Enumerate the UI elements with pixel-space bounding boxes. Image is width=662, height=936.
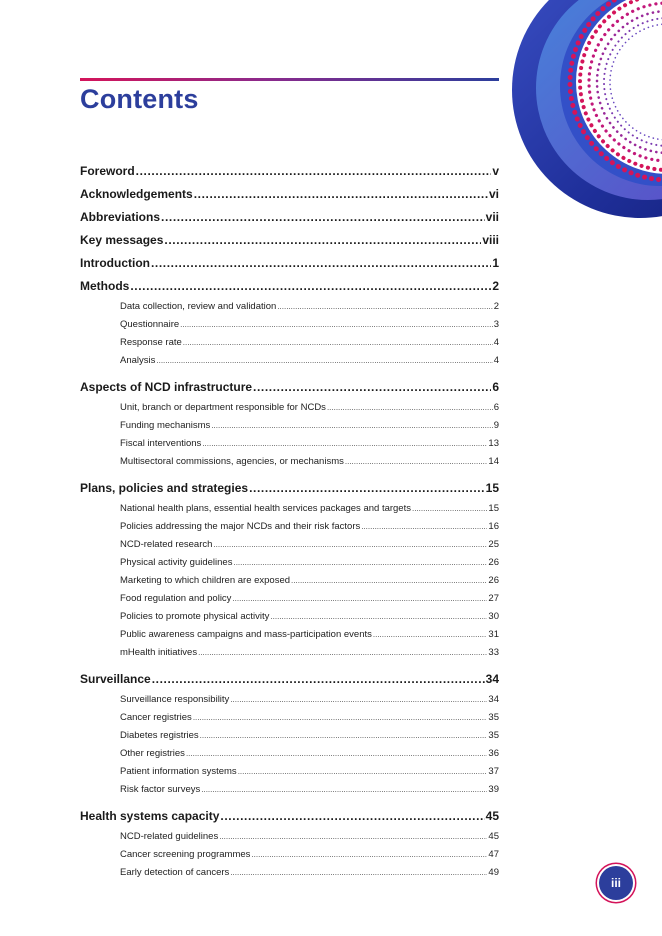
toc-subsection-title: Response rate [120,334,182,352]
toc-subsection-title: Policies addressing the major NCDs and their risk factors [120,518,360,536]
toc-subsection-entry[interactable] [80,691,499,709]
toc-leader-dots [277,298,492,316]
toc-leader-dots [233,554,487,572]
toc-subsection-entry[interactable] [80,435,499,453]
toc-leader-dots [361,518,487,536]
toc-section-entry[interactable] [80,668,499,691]
toc-subsection-title: Food regulation and policy [120,590,231,608]
toc-section-entry[interactable] [80,376,499,399]
toc-subsection-entry[interactable] [80,727,499,745]
toc-subsection-title: Cancer screening programmes [120,846,250,864]
toc-subsection-entry[interactable] [80,781,499,799]
toc-leader-dots [251,846,487,864]
toc-subsection-entry[interactable] [80,864,499,882]
toc-leader-dots [164,229,481,252]
toc-subsection-entry[interactable] [80,644,499,662]
toc-section-entry[interactable] [80,229,499,252]
toc-section-title: Methods [80,275,129,298]
toc-subsection-page: 49 [488,864,499,882]
toc-leader-dots [238,763,488,781]
toc-section-title: Abbreviations [80,206,160,229]
toc-subsection-page: 35 [488,709,499,727]
toc-subsection-title: Public awareness campaigns and mass-participation events [120,626,372,644]
toc-subsection-title: National health plans, essential health services packages and targets [120,500,411,518]
toc-leader-dots [230,864,487,882]
toc-section-title: Surveillance [80,668,151,691]
toc-subsection-page: 3 [494,316,499,334]
toc-subsection-page: 31 [488,626,499,644]
toc-subsection-page: 33 [488,644,499,662]
toc-subsection-title: Cancer registries [120,709,192,727]
toc-subsection-entry[interactable] [80,352,499,370]
toc-subsection-title: Marketing to which children are exposed [120,572,290,590]
toc-leader-dots [412,500,487,518]
toc-leader-dots [232,590,487,608]
toc-section-page: 1 [492,252,499,275]
toc-section-title: Aspects of NCD infrastructure [80,376,252,399]
toc-subsection-title: Multisectoral commissions, agencies, or mechanisms [120,453,344,471]
toc-subsection-entry[interactable] [80,626,499,644]
toc-leader-dots [183,334,493,352]
toc-section-page: viii [482,229,499,252]
toc-subsection-page: 6 [494,399,499,417]
toc-section-page: 15 [486,477,499,500]
toc-leader-dots [186,745,487,763]
toc-section-entry[interactable] [80,252,499,275]
toc-section-title: Key messages [80,229,163,252]
toc-subsection-title: NCD-related guidelines [120,828,218,846]
toc-subsection-entry[interactable] [80,298,499,316]
toc-leader-dots [202,435,487,453]
toc-leader-dots [220,805,484,828]
toc-subsection-entry[interactable] [80,846,499,864]
page-title: Contents [80,84,199,114]
toc-subsection-page: 45 [488,828,499,846]
toc-leader-dots [270,608,487,626]
toc-leader-dots [152,668,485,691]
toc-subsection-entry[interactable] [80,572,499,590]
toc-subsection-title: Patient information systems [120,763,237,781]
toc-leader-dots [193,709,488,727]
toc-subsection-page: 9 [494,417,499,435]
toc-subsection-page: 15 [488,500,499,518]
toc-section-title: Plans, policies and strategies [80,477,248,500]
toc-leader-dots [194,183,488,206]
toc-subsection-entry[interactable] [80,500,499,518]
toc-subsection-entry[interactable] [80,399,499,417]
toc-subsection-title: Questionnaire [120,316,179,334]
toc-subsection-page: 39 [488,781,499,799]
toc-leader-dots [211,417,492,435]
toc-leader-dots [161,206,485,229]
toc-subsection-title: Analysis [120,352,155,370]
toc-subsection-page: 30 [488,608,499,626]
toc-subsection-title: Other registries [120,745,185,763]
toc-subsection-entry[interactable] [80,453,499,471]
toc-leader-dots [130,275,491,298]
toc-subsection-title: Fiscal interventions [120,435,201,453]
toc-subsection-page: 4 [494,352,499,370]
toc-section-entry[interactable] [80,206,499,229]
toc-section-page: 2 [492,275,499,298]
toc-section-page: 34 [486,668,499,691]
toc-subsection-entry[interactable] [80,536,499,554]
toc-subsection-page: 35 [488,727,499,745]
toc-subsection-title: Data collection, review and validation [120,298,276,316]
toc-subsection-entry[interactable] [80,828,499,846]
page-number-badge: iii [599,866,633,900]
toc-subsection-title: Unit, branch or department responsible for NCDs [120,399,326,417]
toc-subsection-title: Policies to promote physical activity [120,608,269,626]
toc-subsection-page: 16 [488,518,499,536]
toc-subsection-entry[interactable] [80,417,499,435]
toc-section-title: Introduction [80,252,150,275]
toc-subsection-entry[interactable] [80,334,499,352]
toc-subsection-entry[interactable] [80,709,499,727]
toc-subsection-page: 37 [488,763,499,781]
title-rule [80,78,499,81]
toc-leader-dots [198,644,487,662]
toc-subsection-title: Physical activity guidelines [120,554,232,572]
toc-leader-dots [180,316,493,334]
toc-leader-dots [345,453,488,471]
toc-section-page: vi [489,183,499,206]
toc-leader-dots [230,691,487,709]
toc-section-entry[interactable] [80,805,499,828]
toc-section-entry[interactable] [80,275,499,298]
toc-subsection-title: NCD-related research [120,536,212,554]
toc-leader-dots [253,376,491,399]
toc-leader-dots [291,572,487,590]
toc-subsection-page: 26 [488,572,499,590]
toc-subsection-entry[interactable] [80,745,499,763]
toc-section-title: Health systems capacity [80,805,219,828]
toc-subsection-title: Early detection of cancers [120,864,229,882]
toc-leader-dots [219,828,487,846]
toc-leader-dots [136,160,492,183]
toc-section-title: Acknowledgements [80,183,193,206]
toc-subsection-page: 27 [488,590,499,608]
toc-section-entry[interactable] [80,477,499,500]
toc-leader-dots [200,727,488,745]
toc-section-entry[interactable] [80,160,499,183]
toc-leader-dots [249,477,485,500]
toc-section-page: 6 [492,376,499,399]
toc-leader-dots [156,352,492,370]
toc-section-entry[interactable] [80,183,499,206]
toc-leader-dots [373,626,488,644]
toc-subsection-page: 13 [488,435,499,453]
toc-subsection-entry[interactable] [80,316,499,334]
toc-section-page: 45 [486,805,499,828]
toc-subsection-entry[interactable] [80,554,499,572]
toc-subsection-title: Surveillance responsibility [120,691,229,709]
toc-subsection-title: mHealth initiatives [120,644,197,662]
toc-subsection-entry[interactable] [80,763,499,781]
toc-subsection-title: Funding mechanisms [120,417,210,435]
toc-leader-dots [213,536,487,554]
toc-leader-dots [327,399,493,417]
toc-subsection-entry[interactable] [80,590,499,608]
toc-section-page: vii [486,206,499,229]
toc-leader-dots [201,781,487,799]
table-of-contents [80,160,499,882]
toc-leader-dots [151,252,491,275]
toc-section-page: v [492,160,499,183]
toc-section-title: Foreword [80,160,135,183]
toc-subsection-page: 34 [488,691,499,709]
toc-subsection-page: 4 [494,334,499,352]
toc-subsection-page: 36 [488,745,499,763]
toc-subsection-page: 25 [488,536,499,554]
toc-subsection-page: 14 [488,453,499,471]
toc-subsection-page: 47 [488,846,499,864]
toc-subsection-page: 2 [494,298,499,316]
toc-subsection-title: Risk factor surveys [120,781,200,799]
toc-subsection-entry[interactable] [80,608,499,626]
toc-subsection-entry[interactable] [80,518,499,536]
toc-subsection-title: Diabetes registries [120,727,199,745]
toc-subsection-page: 26 [488,554,499,572]
